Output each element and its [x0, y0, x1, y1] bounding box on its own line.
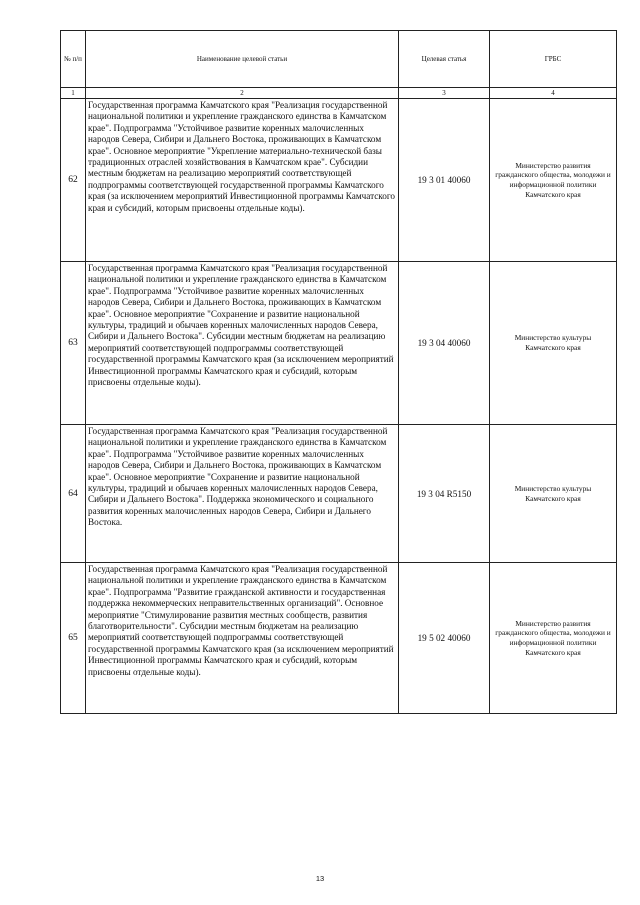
- row-grbs: Министерство культуры Камчатского края: [490, 425, 617, 563]
- row-number: 63: [61, 262, 86, 425]
- row-name: Государственная программа Камчатского края "Реализация государственной национальной политики и укрепление гражданского единства в Камчатском крае". Подпрограмма "Устойчивое развитие коренных малочисленных народов Севера, Сибири и Дальнего Востока, проживающих в Камчатском крае". Основное мероприятие "Укрепление материально-технической базы традиционных отраслей хозяйствования в Камчатском крае". Субсидии местным бюджетам на реализацию мероприятий соответствующей подпрограммы соответствующей государственной программы Камчатского края (за исключением мероприятий Инвестиционной программы Камчатского края и субсидий, которым присвоены отдельные коды).: [86, 99, 399, 262]
- row-code: 19 3 01 40060: [399, 99, 490, 262]
- row-grbs: Министерство культуры Камчатского края: [490, 262, 617, 425]
- column-number: 4: [490, 88, 617, 99]
- row-grbs: Министерство развития гражданского общества, молодежи и информационной политики Камчатского края: [490, 563, 617, 714]
- row-number: 64: [61, 425, 86, 563]
- column-number: 2: [86, 88, 399, 99]
- row-name: Государственная программа Камчатского края "Реализация государственной национальной политики и укрепление гражданского единства в Камчатском крае". Подпрограмма "Развитие гражданской активности и государственная поддержка некоммерческих неправительственных организаций". Основное мероприятие "Стимулирование развития местных сообществ, развития благотворительности". Субсидии местным бюджетам на реализацию мероприятий соответствующей подпрограммы соответствующей государственной программы Камчатского края (за исключением мероприятий Инвестиционной программы Камчатского края и субсидий, которым присвоены отдельные коды).: [86, 563, 399, 714]
- row-name: Государственная программа Камчатского края "Реализация государственной национальной политики и укрепление гражданского единства в Камчатском крае". Подпрограмма "Устойчивое развитие коренных малочисленных народов Севера, Сибири и Дальнего Востока, проживающих в Камчатском крае". Основное мероприятие "Сохранение и развитие национальной культуры, традиций и обычаев коренных малочисленных народов Севера, Сибири и Дальнего Востока". Субсидии местным бюджетам на реализацию мероприятий соответствующей подпрограммы соответствующей государственной программы Камчатского края (за исключением мероприятий Инвестиционной программы Камчатского края и субсидий, которым присвоены отдельные коды).: [86, 262, 399, 425]
- row-code: 19 3 04 40060: [399, 262, 490, 425]
- header-code: Целевая статья: [399, 31, 490, 88]
- target-articles-table: [60, 30, 617, 714]
- document-page: [60, 30, 616, 714]
- row-number: 62: [61, 99, 86, 262]
- header-grbs: ГРБС: [490, 31, 617, 88]
- row-code: 19 5 02 40060: [399, 563, 490, 714]
- column-number-row: [61, 88, 617, 99]
- row-number: 65: [61, 563, 86, 714]
- table-row: [61, 262, 617, 425]
- table-row: [61, 563, 617, 714]
- table-row: [61, 425, 617, 563]
- table-header-row: [61, 31, 617, 88]
- column-number: 1: [61, 88, 86, 99]
- row-code: 19 3 04 R5150: [399, 425, 490, 563]
- row-name: Государственная программа Камчатского края "Реализация государственной национальной политики и укрепление гражданского единства в Камчатском крае". Подпрограмма "Устойчивое развитие коренных малочисленных народов Севера, Сибири и Дальнего Востока, проживающих в Камчатском крае". Основное мероприятие "Сохранение и развитие национальной культуры, традиций и обычаев коренных малочисленных народов Севера, Сибири и Дальнего Востока". Поддержка экономического и социального развития коренных малочисленных народов Севера, Сибири и Дальнего Востока.: [86, 425, 399, 563]
- table-row: [61, 99, 617, 262]
- header-num: № п/п: [61, 31, 86, 88]
- page-number: 13: [315, 874, 325, 883]
- column-number: 3: [399, 88, 490, 99]
- header-name: Наименование целевой статьи: [86, 31, 399, 88]
- row-grbs: Министерство развития гражданского общества, молодежи и информационной политики Камчатского края: [490, 99, 617, 262]
